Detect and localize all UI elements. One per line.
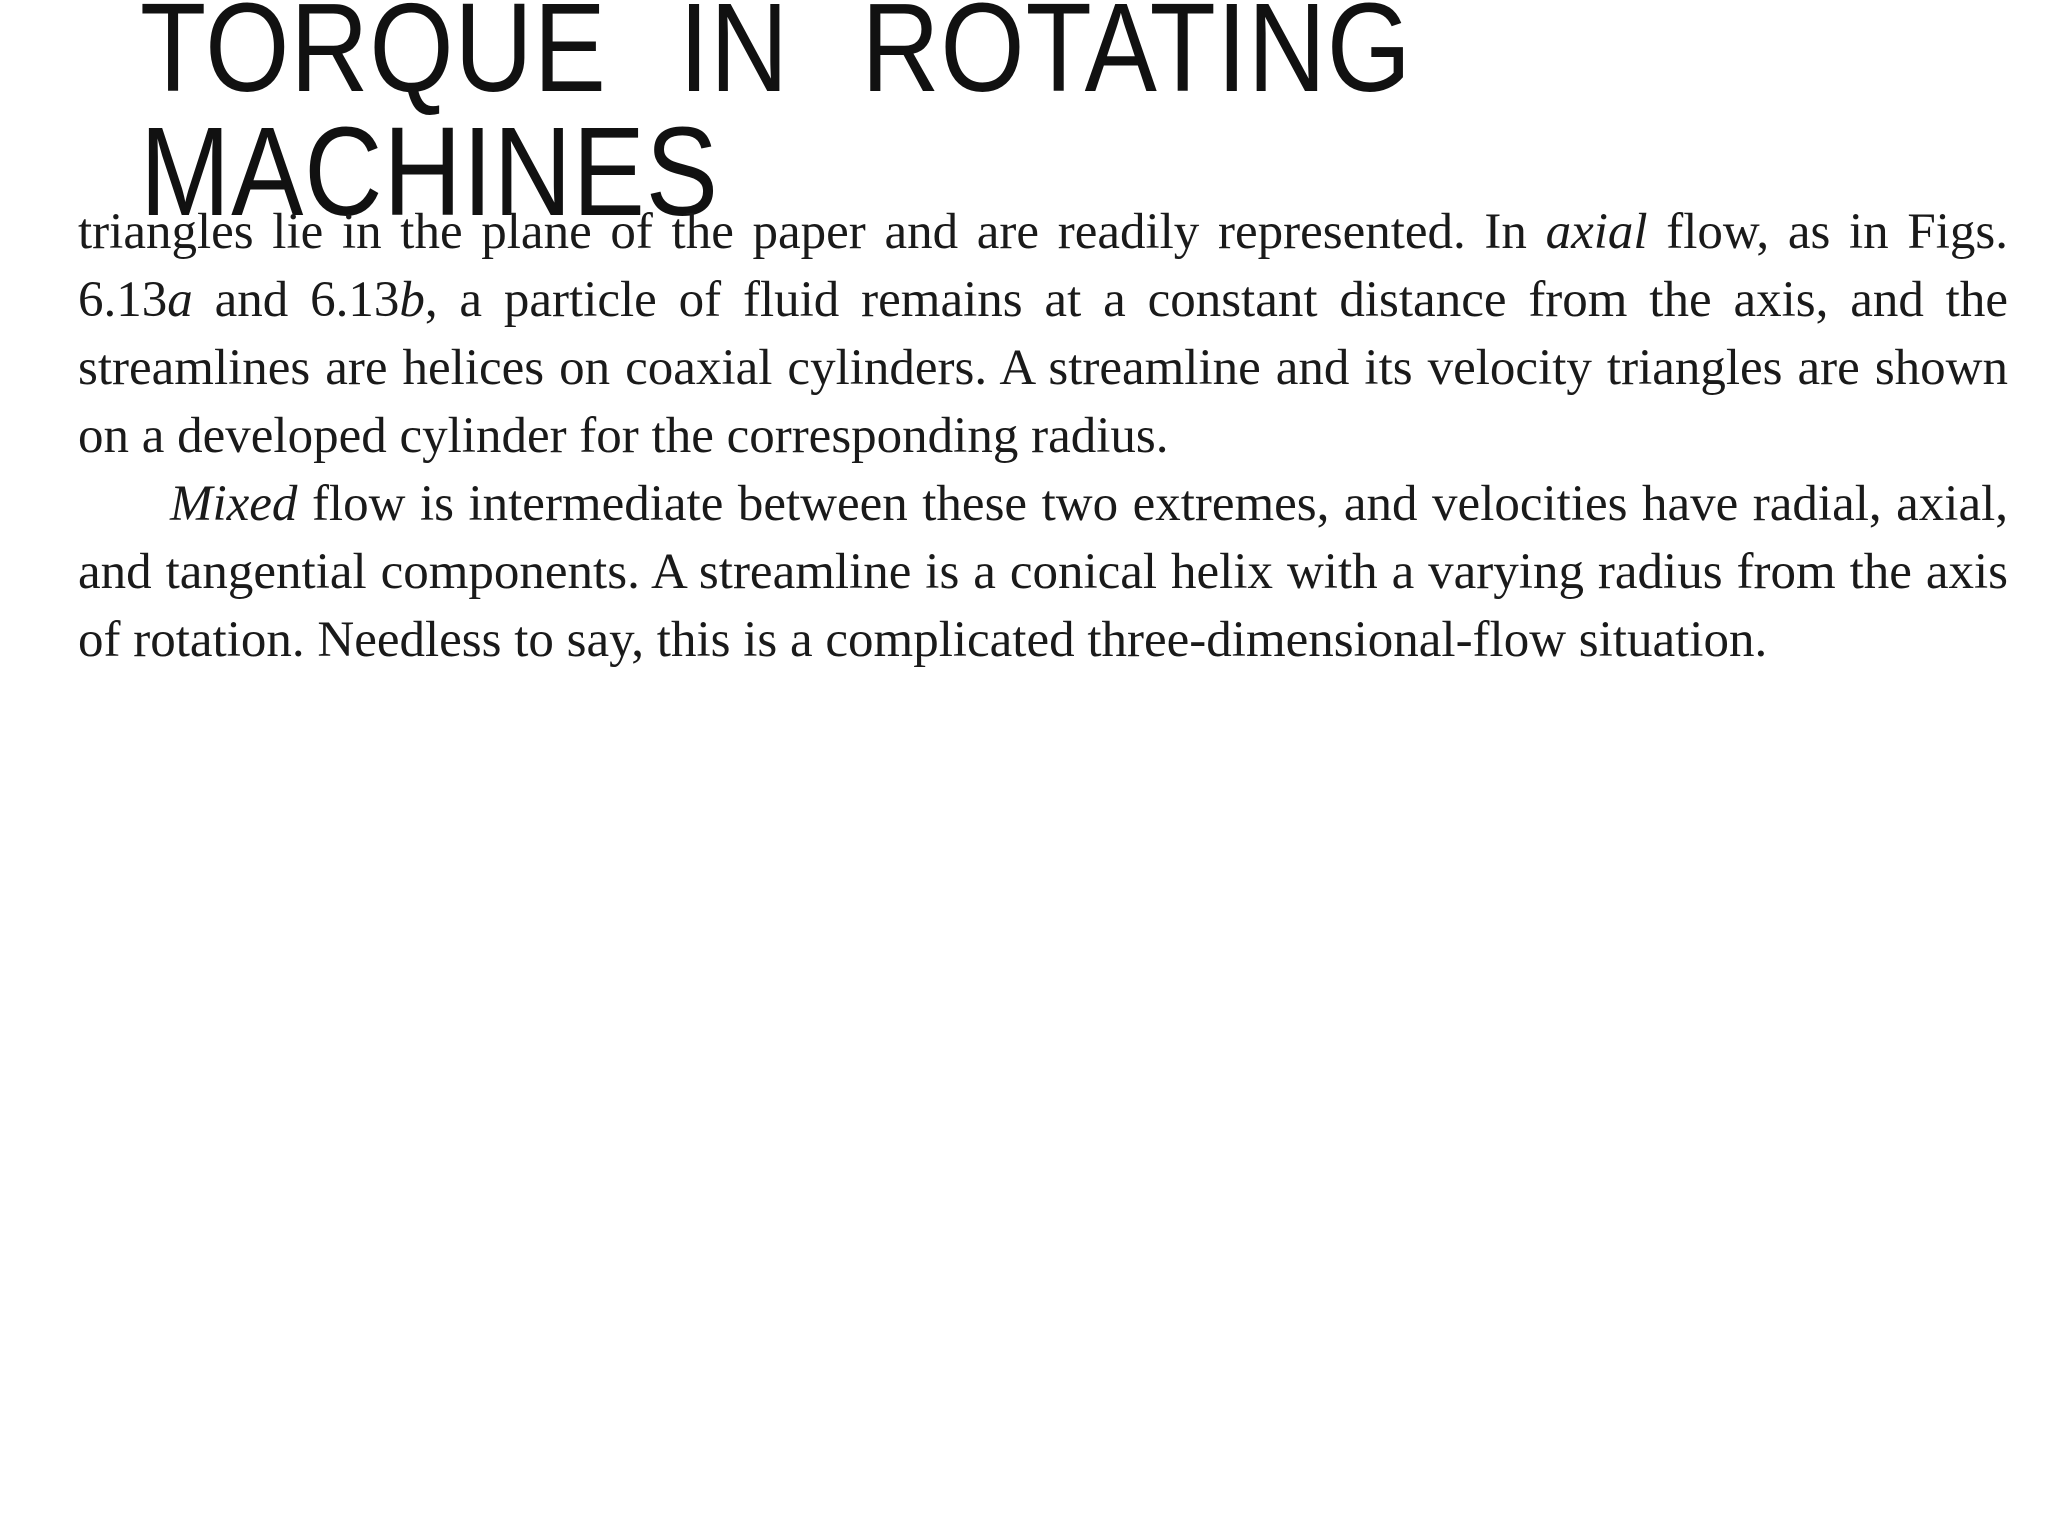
text-run-italic: a [167, 272, 193, 328]
paragraph-2 [78, 470, 2008, 674]
text-run-italic: axial [1545, 204, 1648, 260]
text-run-italic: b [399, 272, 425, 328]
text-run: and 6.13 [192, 272, 400, 328]
text-run-italic: Mixed [170, 476, 298, 532]
running-head: TORQUE IN ROTATING MACHINES [140, 0, 1412, 242]
text-run: flow is intermediate between these two extremes, and velocities have radial, axial, and tangential components. A streamline is a conical helix with a varying radius from the axis of rotation. Needless to say, this is a complicated three-dimensional-flow situation. [78, 476, 2008, 668]
text-run: flow, as in Figs. 6.13 [78, 204, 2008, 328]
text-run: triangles lie in the plane of the paper and are readily represented. In [78, 204, 1546, 260]
paragraph-1 [78, 198, 2008, 470]
body-text [78, 198, 2008, 674]
text-run: , a particle of fluid remains at a constant distance from the axis, and the streamlines are helices on coaxial cylinders. A streamline and its velocity triangles are shown on a developed cylinder for the corresponding radius. [78, 272, 2008, 464]
